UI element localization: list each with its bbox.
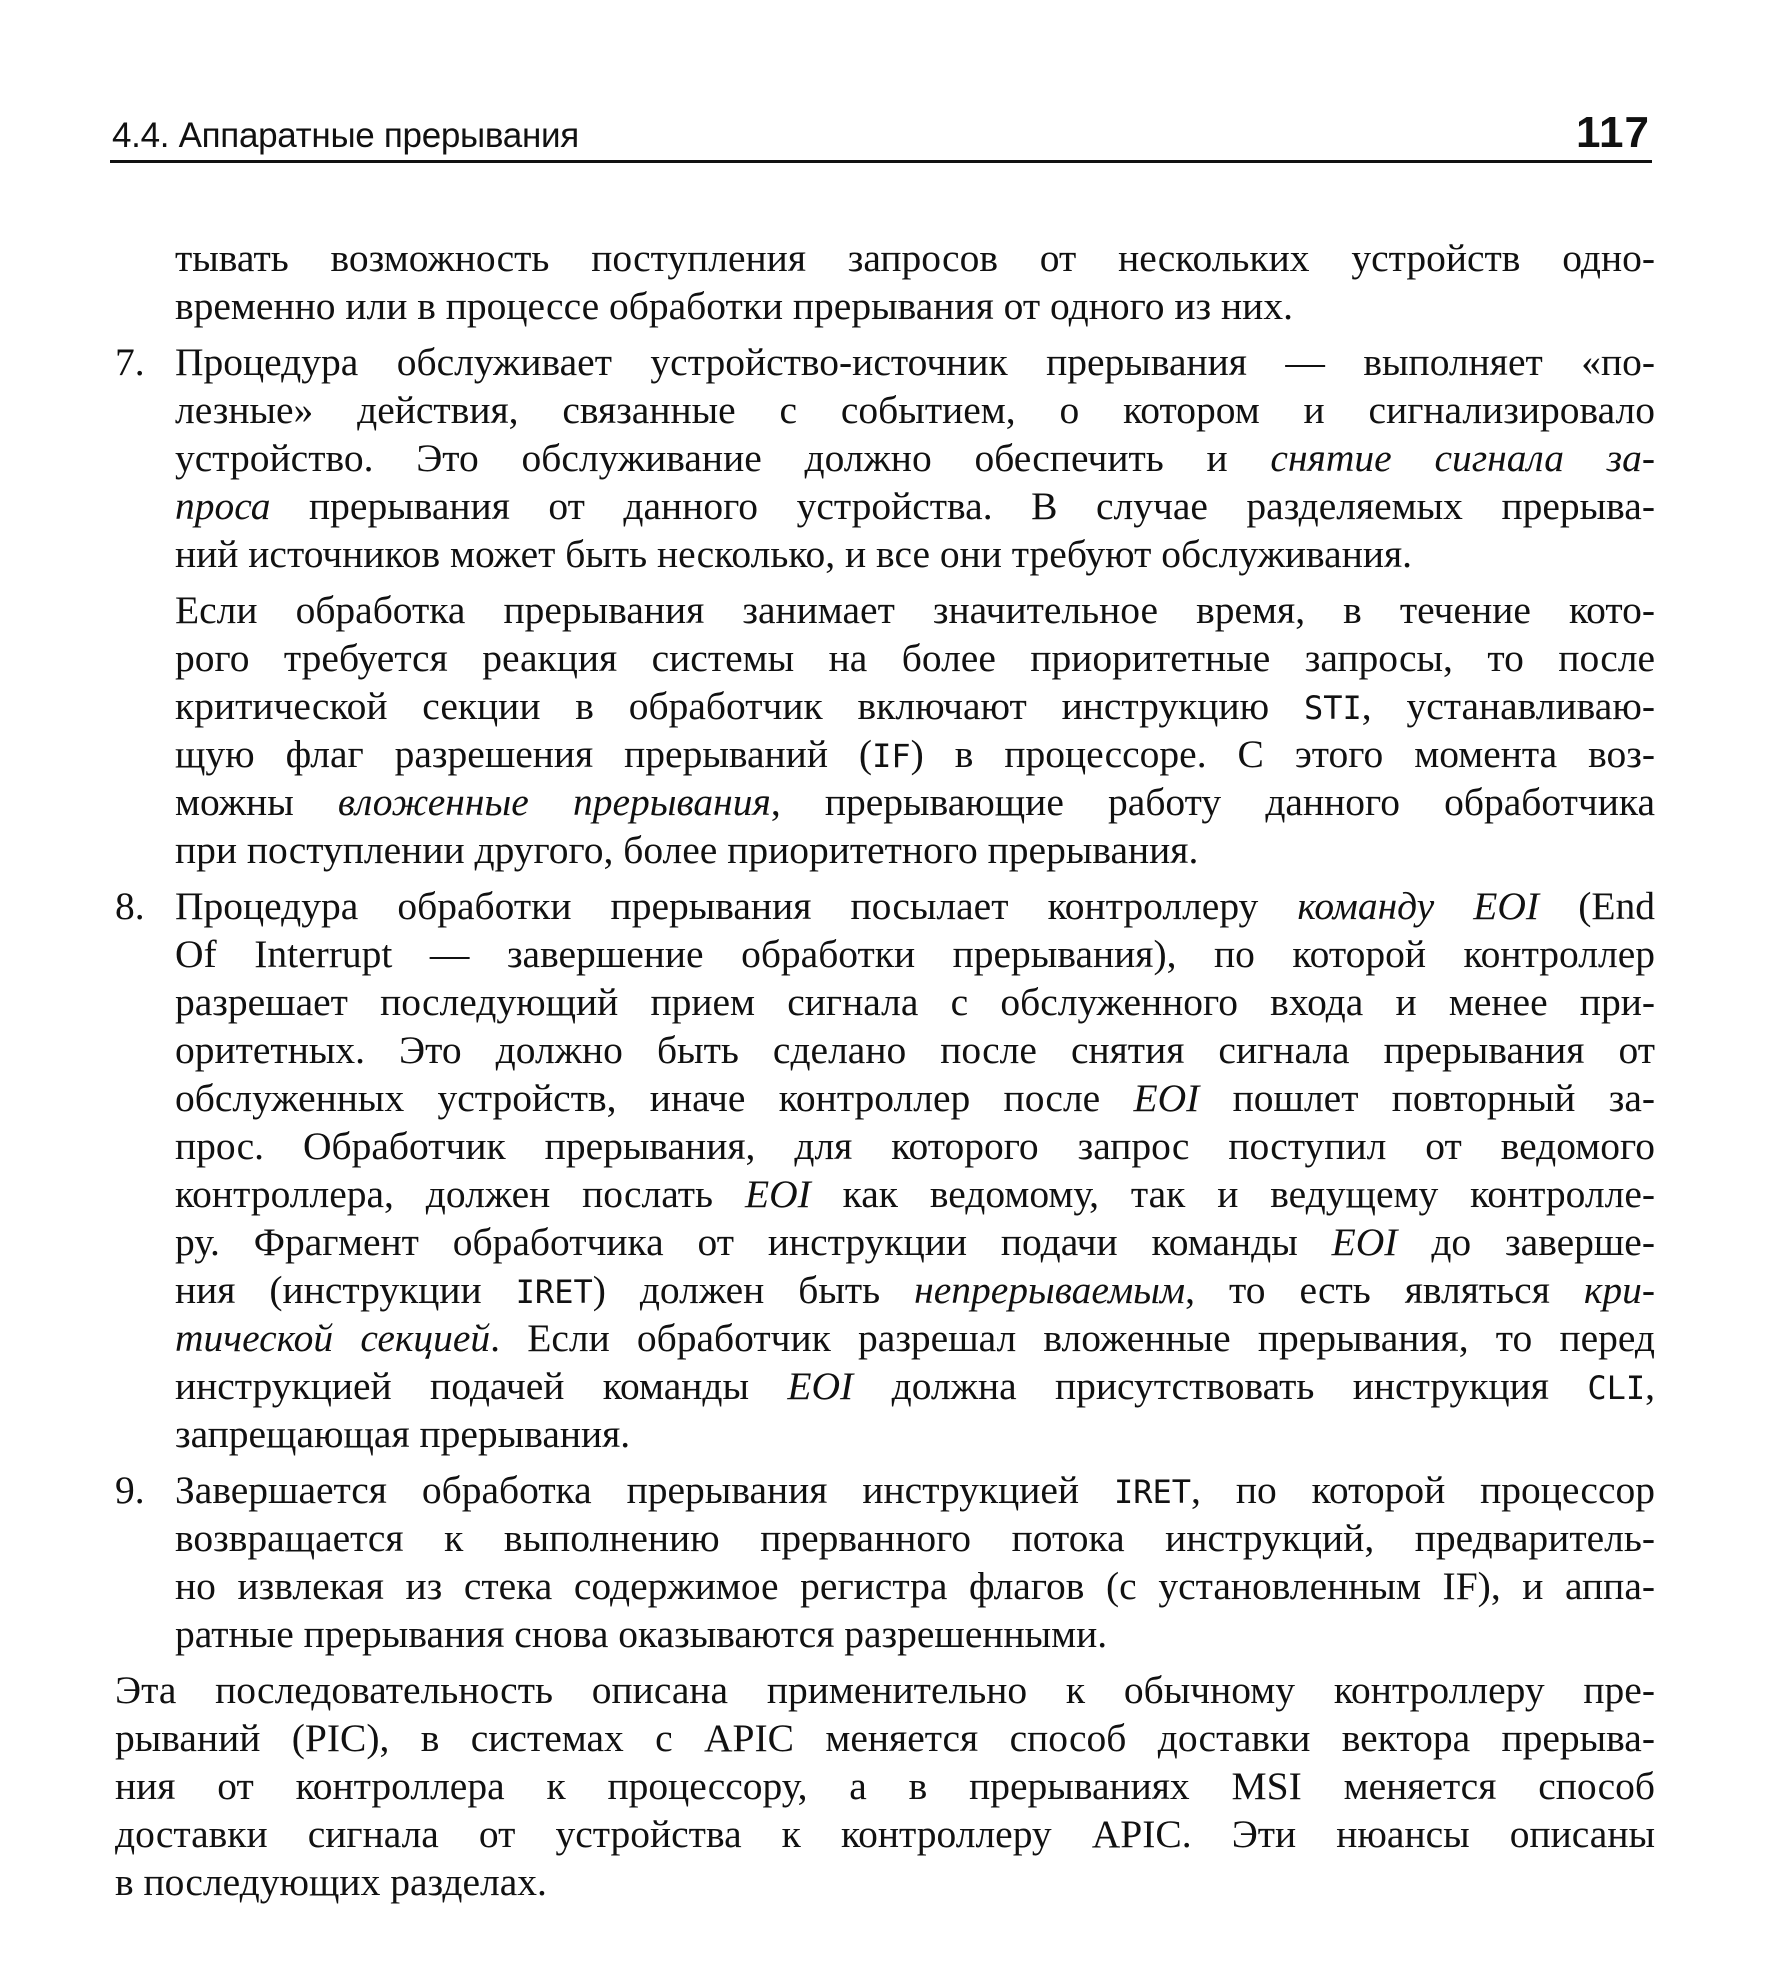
text-line: рываний (PIC), в системах с APIC меняется способ доставки вектора прерыва- (115, 1716, 1655, 1760)
text-line: ратные прерывания снова оказываются разрешенными. (175, 1612, 1108, 1656)
text-line: Of Interrupt — завершение обработки прерывания), по которой контроллер (175, 932, 1655, 976)
paragraph (115, 234, 1655, 330)
text-line: возвращается к выполнению прерванного потока инструкций, предваритель- (175, 1516, 1655, 1560)
text-line: критической секции в обработчик включают инструкцию STI, устанавливаю- (175, 684, 1655, 728)
text-line: контроллера, должен послать EOI как ведомому, так и ведущему контролле- (175, 1172, 1656, 1216)
text-line: доставки сигнала от устройства к контроллеру APIC. Эти нюансы описаны (115, 1812, 1655, 1856)
emphasized-term: EOI (1133, 1076, 1200, 1120)
text-line: разрешает последующий прием сигнала с обслуженного входа и менее при- (175, 980, 1655, 1024)
text-line: тывать возможность поступления запросов от нескольких устройств одно- (175, 236, 1655, 280)
code-instruction: IRET (1113, 1473, 1192, 1511)
code-instruction: CLI (1587, 1369, 1646, 1407)
list-item (115, 882, 1655, 1458)
text-line: оритетных. Это должно быть сделано после снятия сигнала прерывания от (175, 1028, 1655, 1072)
text-line: ний источников может быть несколько, и все они требуют обслуживания. (175, 532, 1413, 576)
section-title: 4.4. Аппаратные прерывания (112, 116, 579, 155)
text-line: Если обработка прерывания занимает значительное время, в течение кото- (175, 588, 1655, 632)
emphasized-term: тической секцией (175, 1316, 491, 1360)
text-line: Процедура обслуживает устройство-источник прерывания — выполняет «по- (175, 340, 1655, 384)
running-header (110, 108, 1652, 163)
paragraph-gap (115, 578, 1655, 586)
emphasized-term: EOI (1331, 1220, 1398, 1264)
list-number: 7. (115, 340, 145, 384)
text-line: ния (инструкции IRET) должен быть непрерываемым, то есть являться кри- (175, 1268, 1655, 1312)
list-item (115, 1466, 1655, 1658)
text-line: в последующих разделах. (115, 1860, 547, 1904)
text-line: проса прерывания от данного устройства. В случае разделяемых прерыва- (175, 484, 1655, 528)
emphasized-term: снятие сигнала за- (1270, 436, 1655, 480)
text-line: Завершается обработка прерывания инструкцией IRET, по которой процессор (175, 1468, 1655, 1512)
emphasized-term: кри- (1583, 1268, 1655, 1312)
text-line: запрещающая прерывания. (175, 1412, 631, 1456)
text-line: прос. Обработчик прерывания, для которого запрос поступил от ведомого (175, 1124, 1655, 1168)
code-instruction: IF (872, 737, 911, 775)
code-instruction: STI (1303, 689, 1362, 727)
list-number: 9. (115, 1468, 145, 1512)
paragraph-gap (115, 874, 1655, 882)
emphasized-term: непрерываемым (914, 1268, 1186, 1312)
paragraph-gap (115, 1658, 1655, 1666)
text-line: временно или в процессе обработки прерывания от одного из них. (175, 284, 1293, 328)
list-item (115, 338, 1655, 578)
list-number: 8. (115, 884, 145, 928)
emphasized-term: проса (175, 484, 271, 528)
text-line: ру. Фрагмент обработчика от инструкции подачи команды EOI до заверше- (175, 1220, 1655, 1264)
paragraph-gap (115, 330, 1655, 338)
text-line: лезные» действия, связанные с событием, о котором и сигнализировало (175, 388, 1655, 432)
emphasized-term: вложенные прерывания (337, 780, 771, 824)
code-instruction: IRET (515, 1273, 593, 1311)
emphasized-term: команду EOI (1297, 884, 1540, 928)
text-line: Процедура обработки прерывания посылает контроллеру команду EOI (End (175, 884, 1655, 928)
emphasized-term: EOI (787, 1364, 854, 1408)
emphasized-term: EOI (744, 1172, 811, 1216)
paragraph-gap (115, 1458, 1655, 1466)
text-line: щую флаг разрешения прерываний (IF) в процессоре. С этого момента воз- (175, 732, 1656, 776)
text-line: тической секцией. Если обработчик разрешал вложенные прерывания, то перед (175, 1316, 1655, 1360)
text-line: обслуженных устройств, иначе контроллер после EOI пошлет повторный за- (175, 1076, 1655, 1120)
text-line: Эта последовательность описана применительно к обычному контроллеру пре- (115, 1668, 1655, 1712)
text-line: можны вложенные прерывания, прерывающие работу данного обработчика (175, 780, 1655, 824)
text-line: при поступлении другого, более приоритетного прерывания. (175, 828, 1199, 872)
page-number: 117 (1576, 108, 1650, 157)
text-line: устройство. Это обслуживание должно обеспечить и снятие сигнала за- (175, 436, 1655, 480)
text-line: инструкцией подачей команды EOI должна присутствовать инструкция CLI, (175, 1364, 1655, 1408)
text-line: ния от контроллера к процессору, а в прерываниях MSI меняется способ (115, 1764, 1655, 1808)
text-line: рого требуется реакция системы на более приоритетные запросы, то после (175, 636, 1655, 680)
paragraph (115, 586, 1655, 874)
text-line: но извлекая из стека содержимое регистра флагов (с установленным IF), и аппа- (175, 1564, 1655, 1608)
page-body (115, 234, 1655, 1906)
paragraph (115, 1666, 1655, 1906)
